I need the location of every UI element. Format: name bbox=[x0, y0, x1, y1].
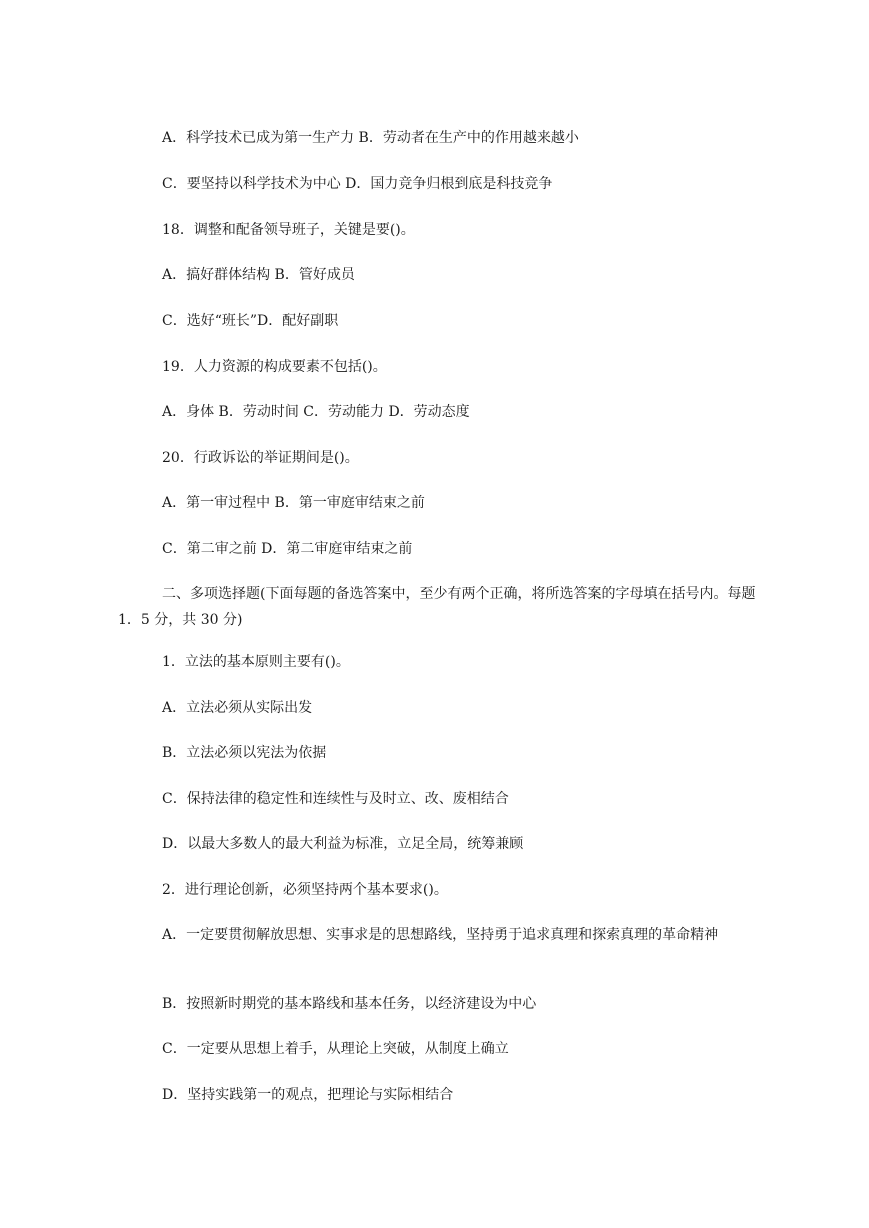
question-18-options-cd: C．选好“班长”D．配好副职 bbox=[162, 313, 339, 329]
multi-question-1-option-d: D．以最大多数人的最大利益为标准，立足全局，统筹兼顾 bbox=[162, 836, 524, 852]
question-20-stem: 20．行政诉讼的举证期间是()。 bbox=[162, 450, 359, 466]
question-18-stem: 18．调整和配备领导班子，关键是要()。 bbox=[162, 222, 415, 238]
multi-question-2-option-a: A．一定要贯彻解放思想、实事求是的思想路线，坚持勇于追求真理和探索真理的革命精神 bbox=[162, 927, 719, 943]
multi-question-1-option-a: A．立法必须从实际出发 bbox=[162, 700, 313, 716]
question-19-options: A．身体 B．劳动时间 C．劳动能力 D．劳动态度 bbox=[162, 404, 470, 420]
question-19-stem: 19．人力资源的构成要素不包括()。 bbox=[162, 359, 387, 375]
multi-question-2-option-c: C．一定要从思想上着手，从理论上突破，从制度上确立 bbox=[162, 1041, 509, 1057]
question-17-options-ab: A．科学技术已成为第一生产力 B．劳动者在生产中的作用越来越小 bbox=[162, 130, 579, 146]
question-20-options-ab: A．第一审过程中 B．第一审庭审结束之前 bbox=[162, 495, 425, 511]
question-18-options-ab: A．搞好群体结构 B．管好成员 bbox=[162, 267, 355, 283]
multi-question-1-stem: 1．立法的基本原则主要有()。 bbox=[162, 654, 350, 670]
multi-question-2-option-b: B．按照新时期党的基本路线和基本任务，以经济建设为中心 bbox=[162, 996, 537, 1012]
multi-question-2-stem: 2．进行理论创新，必须坚持两个基本要求()。 bbox=[162, 882, 448, 898]
multi-question-1-option-c: C．保持法律的稳定性和连续性与及时立、改、废相结合 bbox=[162, 791, 509, 807]
multi-question-2-option-d: D．坚持实践第一的观点，把理论与实际相结合 bbox=[162, 1087, 454, 1103]
section-heading-multiple-choice: 二、多项选择题(下面每题的备选答案中，至少有两个正确，将所选答案的字母填在括号内。每题 1．5 分，共 30 分) bbox=[118, 586, 756, 628]
multi-question-1-option-b: B．立法必须以宪法为依据 bbox=[162, 745, 327, 761]
question-17-options-cd: C．要坚持以科学技术为中心 D．国力竞争归根到底是科技竞争 bbox=[162, 176, 553, 192]
question-20-options-cd: C．第二审之前 D．第二审庭审结束之前 bbox=[162, 541, 413, 557]
